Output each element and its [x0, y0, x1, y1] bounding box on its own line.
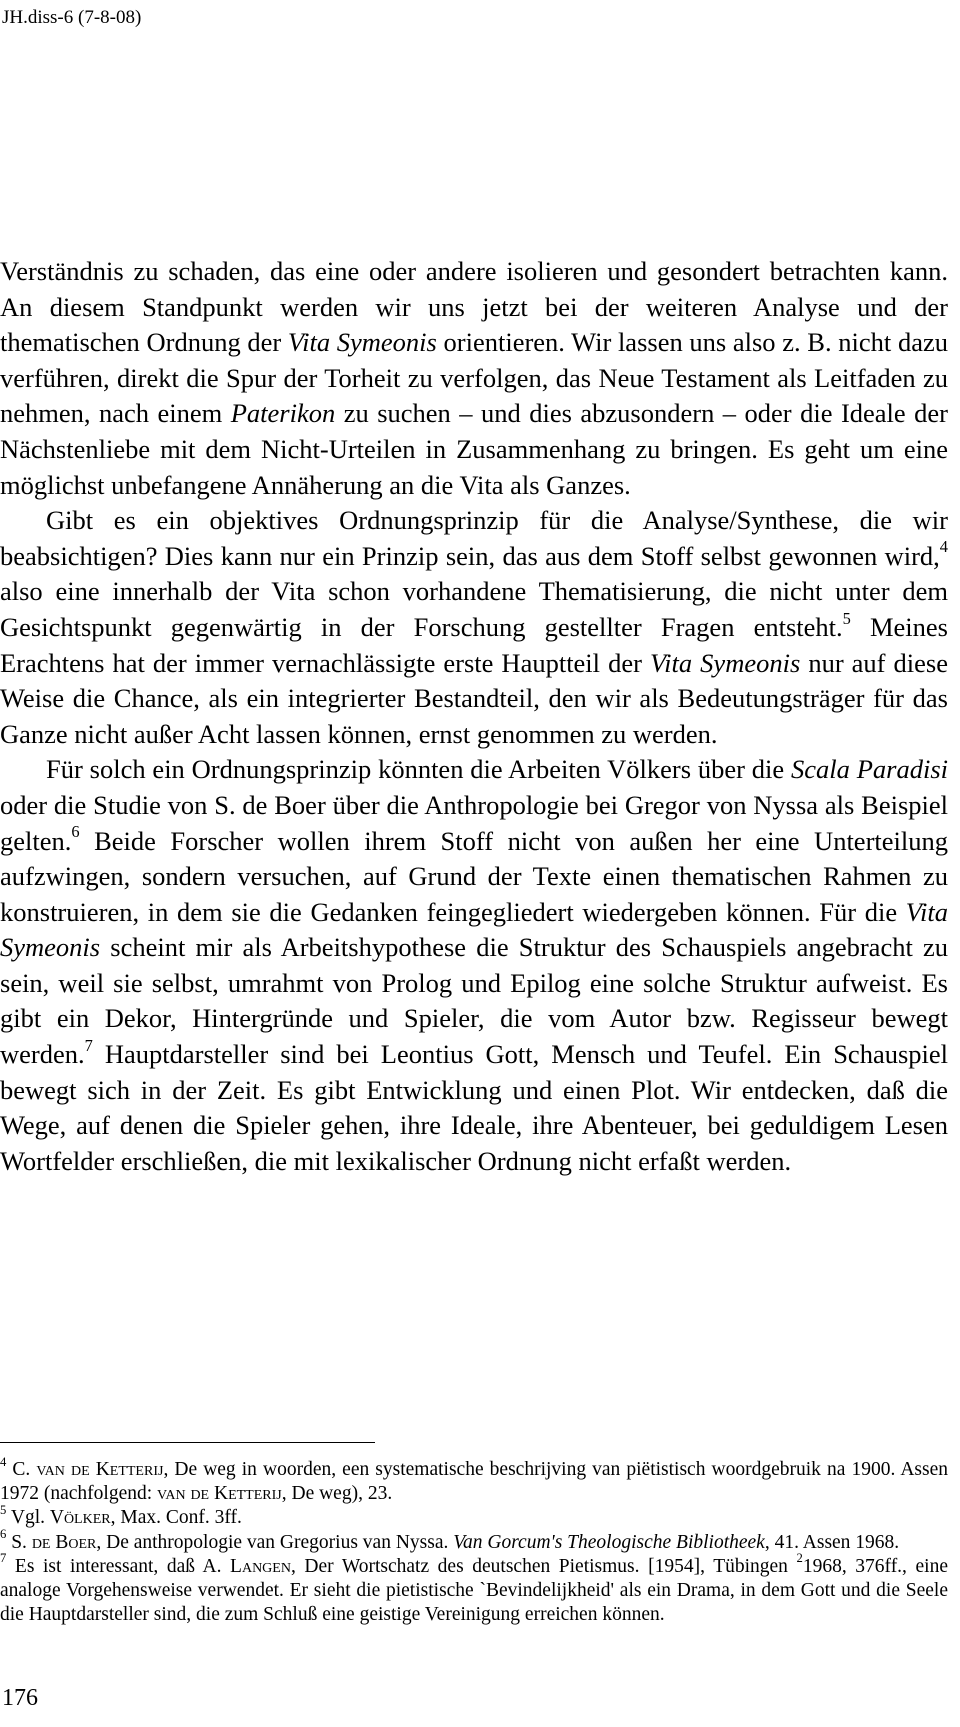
text-span: Verständnis zu schaden, das eine oder andere isolieren und gesondert betrachten kann. An diesem Standpunkt werden wir uns jetzt bei der weiteren Analyse und der thematischen Ordnung der: [0, 256, 948, 358]
text-span: , De weg in woorden, een systematische beschrijving van piëtistisch woordgebruik na 1900. Assen 1972 (nachfolgend:: [0, 1459, 948, 1505]
footnote-ref-6[interactable]: 6: [71, 822, 80, 842]
author-name: Völker: [49, 1507, 111, 1529]
footnote-number: 6: [0, 1527, 7, 1542]
text-span: also eine innerhalb der Vita schon vorhandene Thematisierung, die nicht unter dem Gesichtspunkt gegenwärtig in der Forschung gestellter Fragen entsteht.: [0, 576, 948, 642]
running-header: JH.diss-6 (7-8-08): [2, 7, 142, 28]
footnote-5: [0, 1503, 948, 1530]
footnote-ref-4[interactable]: 4: [939, 537, 948, 557]
footnote-4: [0, 1454, 948, 1506]
paragraph-3: [0, 752, 948, 1179]
text-span: , De anthropologie van Gregorius van Nyssa.: [96, 1531, 454, 1553]
footnote-7: [0, 1551, 948, 1628]
footnote-separator: [0, 1442, 375, 1443]
main-text: [0, 254, 948, 1179]
italic-title: Vita Symeonis: [649, 647, 801, 678]
footnote-ref-7[interactable]: 7: [84, 1035, 93, 1055]
paragraph-1: [0, 254, 948, 503]
author-name: van de Ketterij: [157, 1483, 282, 1505]
text-span: Vgl.: [10, 1507, 50, 1529]
text-span: nur auf diese Weise die Chance, als ein integrierter Bestandteil, den wir als Bedeutungsträger für das Ganze nicht außer Acht lassen können, ernst genommen zu werden.: [0, 647, 948, 749]
text-span: , De weg), 23.: [281, 1483, 393, 1505]
italic-term: Paterikon: [230, 398, 336, 429]
text-span: orientieren. Wir lassen uns also z. B. nicht dazu verführen, direkt die Spur der Torheit zu verfolgen, das Neue Testament als Leitfaden zu nehmen, nach einem: [0, 327, 948, 429]
text-span: , 41. Assen 1968.: [764, 1531, 900, 1553]
paragraph-2: [0, 503, 948, 752]
italic-title: Vita Symeonis: [0, 896, 948, 963]
text-span: Für solch ein Ordnungsprinzip könnten die Arbeiten Völkers über die: [46, 754, 791, 785]
footnote-6: [0, 1527, 948, 1555]
text-span: , Der Wortschatz des deutschen Pietismus. [1954], Tübingen: [290, 1555, 797, 1577]
text-span: Hauptdarsteller sind bei Leontius Gott, Mensch und Teufel. Ein Schauspiel bewegt sich in der Zeit. Es gibt Entwicklung und einen Plot. Wir entdecken, daß die Wege, auf denen die Spieler gehen, ihre Ideale, ihre Abenteuer, bei geduldigem Lesen Wortfelder erschließen, die mit lexikalischer Ordnung nicht erfaßt werden.: [0, 1039, 948, 1176]
footnote-number: 4: [0, 1454, 7, 1469]
italic-series: Van Gorcum's Theologische Bibliotheek: [453, 1531, 765, 1553]
text-span: S.: [11, 1531, 32, 1553]
author-name: van de Ketterij: [36, 1459, 164, 1480]
edition-superscript: 2: [796, 1551, 803, 1566]
text-span: Es ist interessant, daß A.: [14, 1555, 231, 1577]
footnote-number: 5: [0, 1503, 7, 1518]
footnote-number: 7: [0, 1551, 7, 1566]
text-span: , Max. Conf. 3ff.: [110, 1507, 242, 1529]
text-span: Gibt es ein objektives Ordnungsprinzip für die Analyse/Synthese, die wir beabsichtigen? Dies kann nur ein Prinzip sein, das aus dem Stoff selbst gewonnen wird,: [0, 505, 948, 571]
italic-title: Vita Symeonis: [287, 327, 437, 358]
italic-title: Scala Paradisi: [791, 754, 949, 785]
author-name: Langen: [230, 1555, 291, 1577]
footnote-ref-5[interactable]: 5: [842, 608, 851, 628]
text-span: zu suchen – und dies abzusondern – oder die Ideale der Nächstenliebe mit dem Nicht-Urteilen in Zusammenhang zu bringen. Es geht um eine möglichst unbefangene Annäherung an die Vita als Ganzes.: [0, 398, 948, 500]
text-span: Meines Erachtens hat der immer vernachlässigte erste Hauptteil der: [0, 611, 948, 678]
text-span: oder die Studie von S. de Boer über die Anthropologie bei Gregor von Nyssa als Beispiel gelten.: [0, 789, 948, 856]
text-span: scheint mir als Arbeitshypothese die Struktur des Schauspiels angebracht zu sein, weil sie selbst, umrahmt von Prolog und Epilog eine solche Struktur aufweist. Es gibt ein Dekor, Hintergründe und Spieler, die vom Autor bzw. Regisseur bewegt werden.: [0, 932, 948, 1070]
page-number: 176: [2, 1685, 38, 1711]
text-span: Beide Forscher wollen ihrem Stoff nicht von außen her eine Unterteilung aufzwingen, sondern versuchen, auf Grund der Texte einen thematischen Rahmen zu konstruieren, in dem sie die Gedanken feingegliedert wiedergeben können. Für die: [0, 825, 948, 927]
footnotes: [0, 1454, 948, 1627]
text-span: 1968, 376ff., eine analoge Vorgehensweise verwendet. Er sieht die pietistische `Bevindelijkheid' als ein Drama, in dem Gott und die Seele die Hauptdarsteller sind, die zum Schluß eine geistige Vereinigung erreichen können.: [0, 1555, 948, 1626]
text-span: C.: [12, 1459, 37, 1480]
author-name: de Boer: [31, 1531, 97, 1553]
